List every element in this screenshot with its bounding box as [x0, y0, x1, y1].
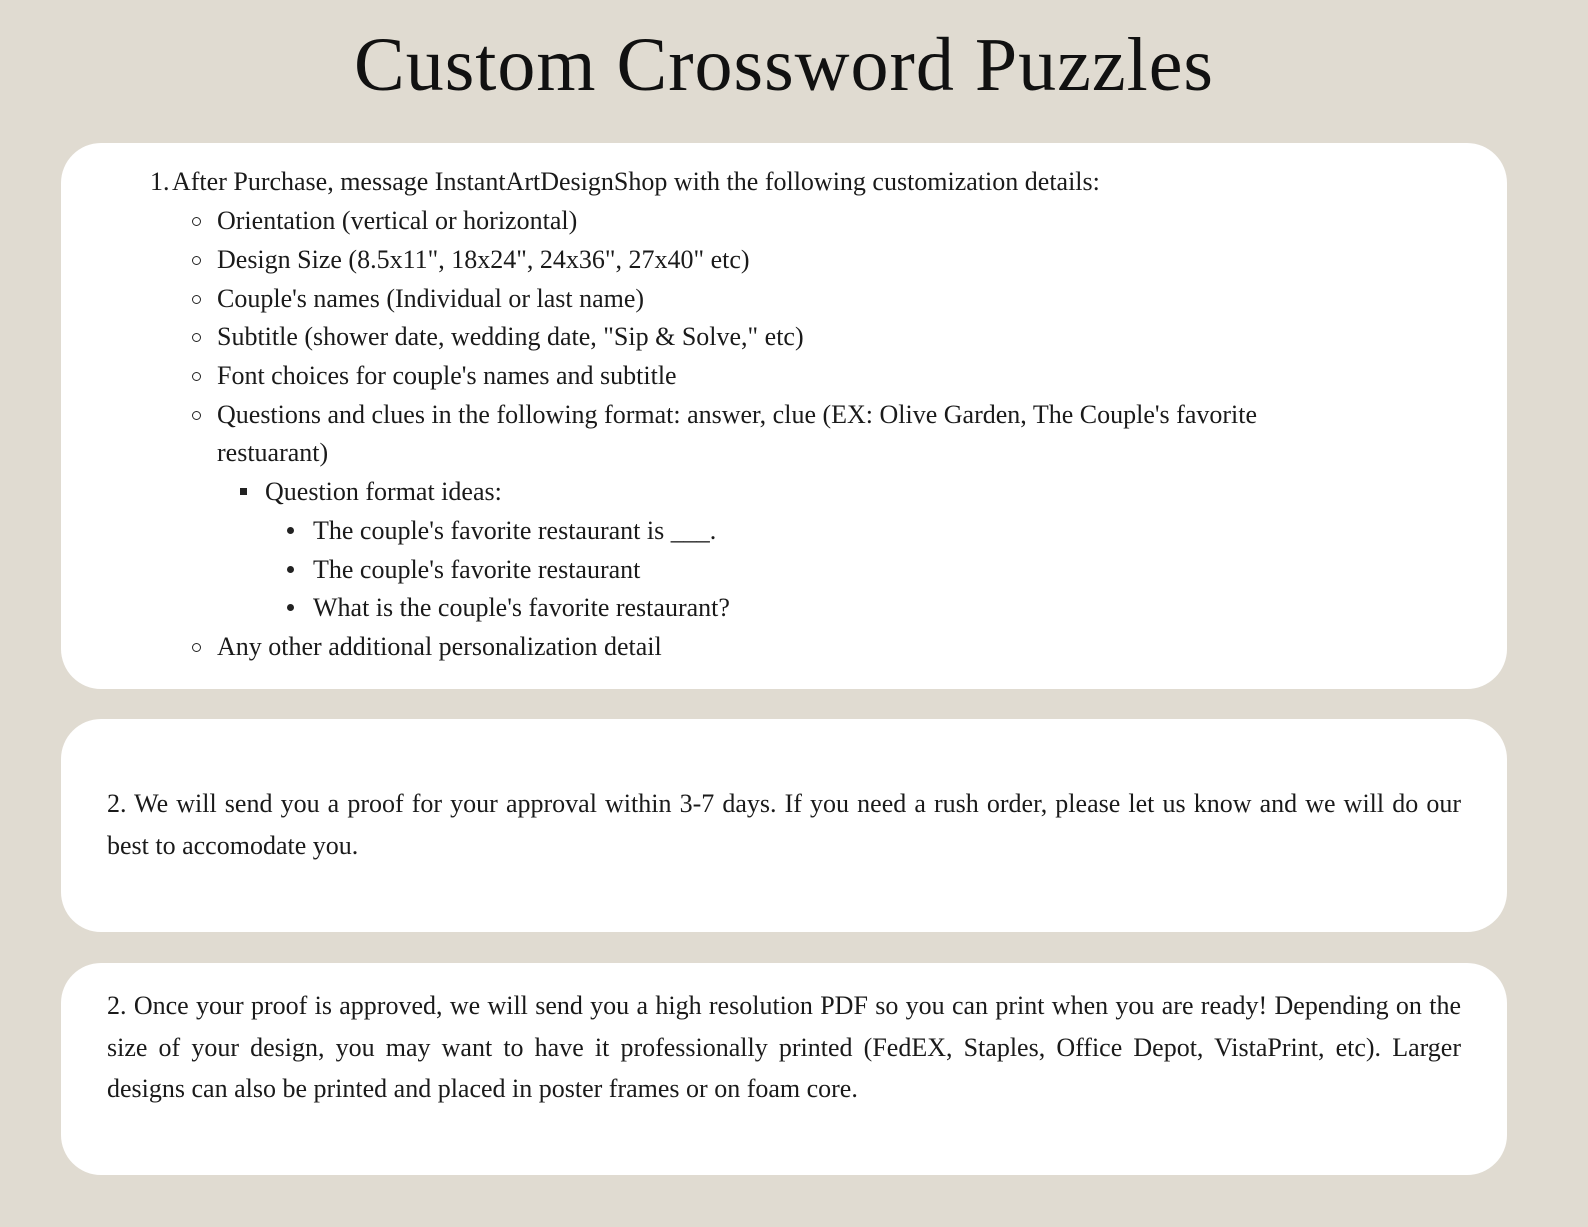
circle-bullet-icon: [192, 256, 201, 265]
circle-bullet-icon: [192, 643, 201, 652]
dot-bullet-icon: [287, 604, 294, 611]
circle-bullet-icon: [192, 333, 201, 342]
step-2-card: [61, 719, 1507, 932]
sub-heading: Question format ideas:: [265, 477, 502, 506]
step-3-text: 2. Once your proof is approved, we will send you a high resolution PDF so you can print when you are ready! Depending on the size of your design, you may want to have it professionally printed (FedEX, Staples, Office Depot, VistaPrint, etc). Larger designs can also be printed and placed in poster frames or on foam core.: [107, 991, 1461, 1103]
sub-list-item: What is the couple's favorite restaurant?: [313, 593, 730, 622]
list-item: Design Size (8.5x11", 18x24", 24x36", 27x40" etc): [217, 245, 750, 274]
dot-bullet-icon: [287, 566, 294, 573]
circle-bullet-icon: [192, 411, 201, 420]
circle-bullet-icon: [192, 295, 201, 304]
sub-list-item: The couple's favorite restaurant is ___.: [313, 516, 717, 545]
list-item: Any other additional personalization detail: [217, 632, 662, 661]
step-3-card: [61, 963, 1507, 1175]
list-item: Font choices for couple's names and subtitle: [217, 361, 677, 390]
dot-bullet-icon: [287, 527, 294, 534]
page-title: Custom Crossword Puzzles: [354, 23, 1214, 107]
step-1-number: 1.: [150, 167, 170, 196]
list-item-continuation: restuarant): [217, 438, 329, 467]
step-2-text: 2. We will send you a proof for your approval within 3-7 days. If you need a rush order, please let us know and we will do our best to accomodate you.: [107, 789, 1461, 860]
list-item: Couple's names (Individual or last name): [217, 284, 645, 313]
circle-bullet-icon: [192, 372, 201, 381]
list-item: Subtitle (shower date, wedding date, "Sip & Solve," etc): [217, 322, 804, 351]
step-1-text: After Purchase, message InstantArtDesignShop with the following customization details:: [172, 167, 1100, 196]
square-bullet-icon: [240, 488, 247, 495]
step-1-card: [61, 143, 1507, 689]
sub-list-item: The couple's favorite restaurant: [313, 555, 641, 584]
circle-bullet-icon: [192, 217, 201, 226]
list-item: Questions and clues in the following format: answer, clue (EX: Olive Garden, The Couple's favorite: [217, 400, 1257, 429]
list-item: Orientation (vertical or horizontal): [217, 206, 578, 235]
